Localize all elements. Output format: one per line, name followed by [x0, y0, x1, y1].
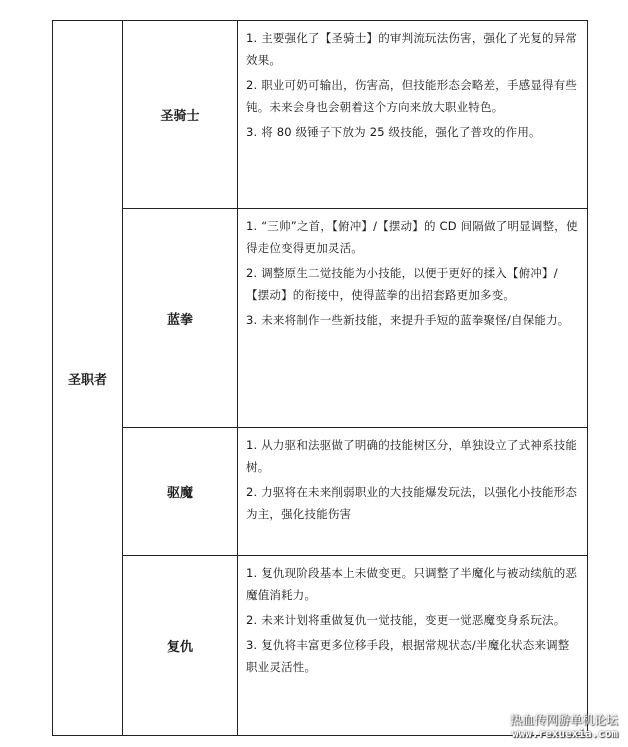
subclass-cell — [123, 428, 238, 556]
description-item: 3. 未来将制作一些新技能，来提升手短的蓝拳聚怪/自保能力。 — [246, 313, 570, 327]
subclass-name: 圣骑士 — [160, 109, 200, 124]
subclass-name: 蓝拳 — [166, 312, 193, 328]
description-item: 3. 将 80 级锤子下放为 25 级技能，强化了普攻的作用。 — [246, 125, 541, 139]
description-item: 1. “三帅”之首，【俯冲】/【摆动】的 CD 间隔做了明显调整，使得走位变得更加灵活。 — [246, 219, 578, 255]
class-name: 圣职者 — [67, 372, 107, 388]
watermark-url: www.rexuexia.com — [512, 727, 618, 740]
description-item: 1. 从力驱和法驱做了明确的技能树区分，单独设立了式神系技能树。 — [246, 438, 578, 474]
subclass-name: 复仇 — [166, 640, 193, 655]
subclass-cell — [123, 21, 238, 209]
subclass-cell — [123, 209, 238, 428]
description-item: 2. 职业可奶可输出，伤害高，但技能形态会略差，手感显得有些钝。未来会身也会朝着这个方向来放大职业特色。 — [246, 78, 578, 114]
description-item: 2. 未来计划将重做复仇一觉技能，变更一觉恶魔变身系玩法。 — [246, 613, 566, 627]
class-name-cell — [53, 21, 123, 736]
description-cell — [238, 21, 588, 209]
subclass-cell — [123, 556, 238, 736]
subclass-name: 驱魔 — [166, 486, 193, 501]
description-item: 2. 调整原生二觉技能为小技能，以便于更好的揉入【俯冲】/【摆动】的衔接中，使得蓝拳的出招套路更加多变。 — [246, 266, 558, 302]
description-item: 1. 主要强化了【圣骑士】的审判流玩法伤害，强化了光复的异常效果。 — [246, 31, 578, 67]
table-row — [53, 428, 588, 556]
site-watermark — [510, 713, 618, 741]
description-cell — [238, 209, 588, 428]
description-cell — [238, 428, 588, 556]
description-item: 3. 复仇将丰富更多位移手段，根据常规状态/半魔化状态来调整职业灵活性。 — [246, 638, 570, 674]
table-row — [53, 556, 588, 736]
description-cell — [238, 556, 588, 736]
description-item: 2. 力驱将在未来削弱职业的大技能爆发玩法，以强化小技能形态为主，强化技能伤害 — [246, 485, 578, 521]
description-item: 1. 复仇现阶段基本上未做变更。只调整了半魔化与被动续航的恶魔值消耗力。 — [246, 566, 578, 602]
table-row — [53, 209, 588, 428]
watermark-name: 热血传网游单机论坛 — [509, 713, 618, 727]
class-change-table — [52, 20, 588, 736]
table-row — [53, 21, 588, 209]
